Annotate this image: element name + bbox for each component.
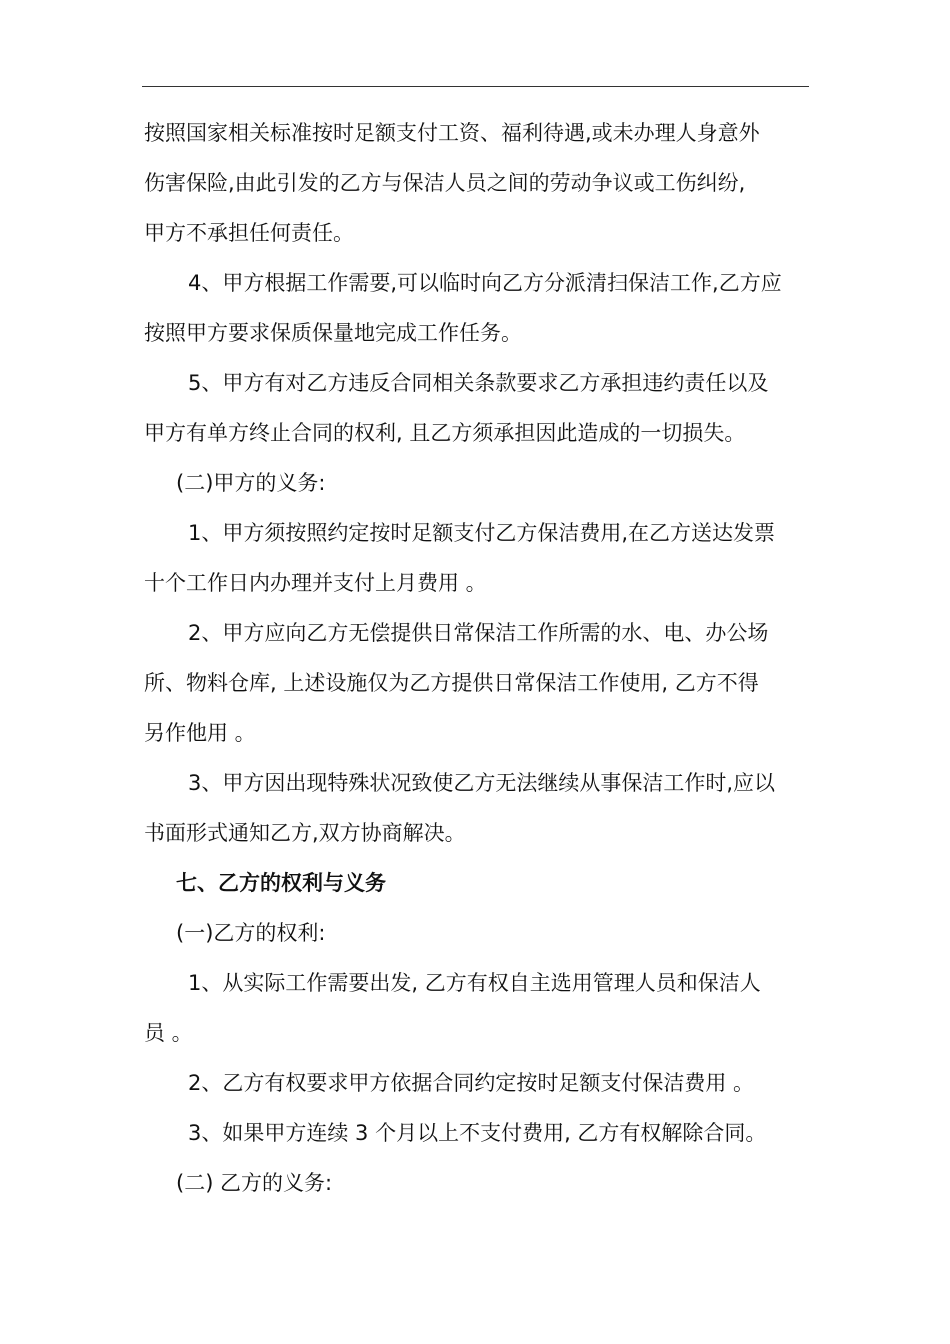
section-subheading: (一)乙方的权利:	[176, 921, 326, 945]
text-line: 员 。	[144, 1021, 193, 1045]
section-heading: 七、乙方的权利与义务	[176, 871, 386, 895]
text-line: 1、甲方须按照约定按时足额支付乙方保洁费用,在乙方送达发票	[188, 521, 776, 545]
text-line: 3、甲方因出现特殊状况致使乙方无法继续从事保洁工作时,应以	[188, 771, 776, 795]
text-line: 书面形式通知乙方,双方协商解决。	[144, 821, 466, 845]
section-subheading: (二) 乙方的义务:	[176, 1171, 333, 1195]
text-line: 另作他用 。	[144, 721, 256, 745]
text-line: 伤害保险,由此引发的乙方与保洁人员之间的劳动争议或工伤纠纷,	[144, 171, 746, 195]
text-line: 2、甲方应向乙方无偿提供日常保洁工作所需的水、电、办公场	[188, 621, 769, 645]
text-line: 按照国家相关标准按时足额支付工资、福利待遇,或未办理人身意外	[144, 121, 760, 145]
text-line: 按照甲方要求保质保量地完成工作任务。	[144, 321, 522, 345]
header-rule	[142, 86, 809, 87]
section-subheading: (二)甲方的义务:	[176, 471, 326, 495]
text-line: 4、甲方根据工作需要,可以临时向乙方分派清扫保洁工作,乙方应	[188, 271, 782, 295]
text-line: 甲方不承担任何责任。	[144, 221, 354, 245]
text-line: 所、物料仓库, 上述设施仅为乙方提供日常保洁工作使用, 乙方不得	[144, 671, 759, 695]
text-line: 甲方有单方终止合同的权利, 且乙方须承担因此造成的一切损失。	[144, 421, 746, 445]
text-line: 5、甲方有对乙方违反合同相关条款要求乙方承担违约责任以及	[188, 371, 769, 395]
text-line: 1、从实际工作需要出发, 乙方有权自主选用管理人员和保洁人	[188, 971, 761, 995]
text-line: 2、乙方有权要求甲方依据合同约定按时足额支付保洁费用 。	[188, 1071, 755, 1095]
text-line: 十个工作日内办理并支付上月费用 。	[144, 571, 487, 595]
text-line: 3、如果甲方连续 3 个月以上不支付费用, 乙方有权解除合同。	[188, 1121, 767, 1145]
